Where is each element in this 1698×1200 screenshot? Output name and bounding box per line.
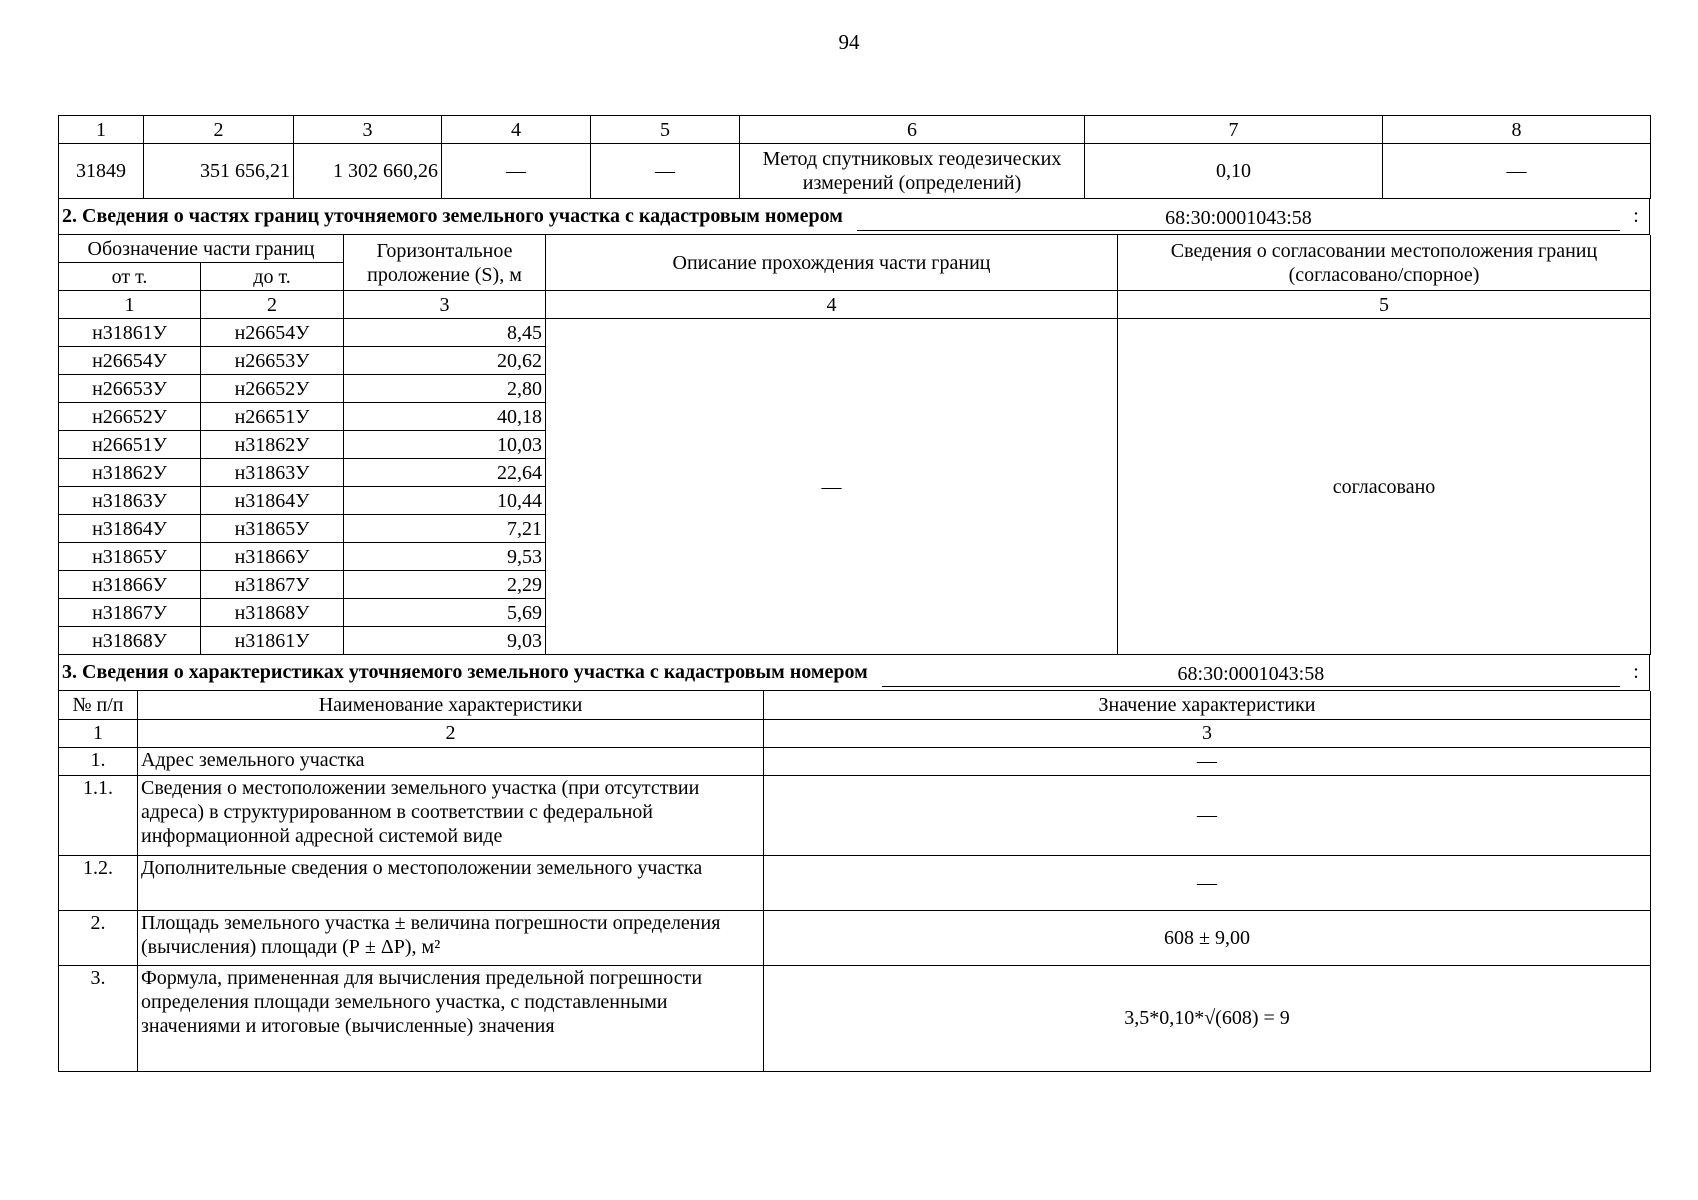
measurement-method: Метод спутниковых геодезических измерений (определений) [740, 144, 1085, 199]
agreement-value: согласовано [1118, 319, 1651, 655]
distance: 8,45 [344, 319, 546, 347]
to-point: н31867У [201, 571, 344, 599]
boundary-parts-table [58, 235, 1651, 655]
description-header: Описание прохождения части границ [546, 235, 1118, 291]
characteristic-name: Дополнительные сведения о местоположении земельного участка [138, 855, 764, 910]
distance: 2,29 [344, 571, 546, 599]
distance: 40,18 [344, 403, 546, 431]
section3-title: 3. Сведения о характеристиках уточняемого земельного участка с кадастровым номером [62, 661, 868, 683]
section2-title: 2. Сведения о частях границ уточняемого земельного участка с кадастровым номером [62, 205, 843, 227]
coordinates-data-row [59, 144, 1651, 199]
col-number: 2 [201, 291, 344, 319]
row-number: 3. [59, 965, 138, 1071]
from-point: н31868У [59, 627, 201, 655]
to-point: н31861У [201, 627, 344, 655]
coord-x: 351 656,21 [144, 144, 294, 199]
part-designation-header: Обозначение части границ [59, 235, 344, 263]
to-point: н26653У [201, 347, 344, 375]
from-point: н31862У [59, 459, 201, 487]
distance: 10,44 [344, 487, 546, 515]
characteristics-header-row [59, 691, 1651, 719]
col-number: 4 [442, 116, 591, 144]
description-value: — [546, 319, 1118, 655]
from-point: н31861У [59, 319, 201, 347]
table-row [59, 965, 1651, 1071]
table-row [59, 747, 1651, 775]
from-point: н26651У [59, 431, 201, 459]
section3-cadastral-number: 68:30:0001043:58 [882, 662, 1620, 687]
from-point: н26652У [59, 403, 201, 431]
page-number: 94 [838, 30, 860, 54]
coord-y: 1 302 660,26 [294, 144, 442, 199]
characteristics-table [58, 691, 1651, 1072]
row-number: 1.2. [59, 855, 138, 910]
coordinates-header-row [59, 116, 1651, 144]
num-header: № п/п [59, 691, 138, 719]
section2-cadastral-number: 68:30:0001043:58 [857, 206, 1620, 231]
col-number: 3 [764, 719, 1651, 747]
row-number: 1. [59, 747, 138, 775]
col-number: 3 [294, 116, 442, 144]
to-point: н31862У [201, 431, 344, 459]
row-number: 2. [59, 910, 138, 965]
to-point: н26651У [201, 403, 344, 431]
from-point: н26653У [59, 375, 201, 403]
col-number: 3 [344, 291, 546, 319]
table-row [59, 855, 1651, 910]
to-point: н31866У [201, 543, 344, 571]
cell-dash: — [1383, 144, 1651, 199]
section3-heading [58, 655, 1650, 691]
distance: 20,62 [344, 347, 546, 375]
to-header: до т. [201, 263, 344, 291]
col-number: 1 [59, 116, 144, 144]
table-row [59, 910, 1651, 965]
value-header: Значение характеристики [764, 691, 1651, 719]
distance: 22,64 [344, 459, 546, 487]
characteristic-value: — [764, 855, 1651, 910]
distance: 5,69 [344, 599, 546, 627]
section2-colon: : [1633, 205, 1639, 227]
from-header: от т. [59, 263, 201, 291]
characteristic-name: Площадь земельного участка ± величина погрешности определения (вычисления) площади (Р ± ΔР), м² [138, 910, 764, 965]
boundary-header-row [59, 235, 1651, 263]
boundary-colnum-row [59, 291, 1651, 319]
col-number: 5 [591, 116, 740, 144]
characteristic-name: Формула, примененная для вычисления предельной погрешности определения площади земельного участка, с подставленными значениями и итоговые (вычисленные) значения [138, 965, 764, 1071]
distance: 10,03 [344, 431, 546, 459]
horizontal-header: Горизонтальное проложение (S), м [344, 235, 546, 291]
col-number: 6 [740, 116, 1085, 144]
from-point: н31866У [59, 571, 201, 599]
from-point: н26654У [59, 347, 201, 375]
characteristic-name: Адрес земельного участка [138, 747, 764, 775]
document-sheet [58, 115, 1650, 1072]
name-header: Наименование характеристики [138, 691, 764, 719]
col-number: 1 [59, 719, 138, 747]
col-number: 2 [144, 116, 294, 144]
section2-heading [58, 199, 1650, 235]
cell-dash: — [442, 144, 591, 199]
point-number: 31849 [59, 144, 144, 199]
accuracy: 0,10 [1085, 144, 1383, 199]
distance: 9,53 [344, 543, 546, 571]
col-number: 1 [59, 291, 201, 319]
table-row [59, 775, 1651, 855]
col-number: 7 [1085, 116, 1383, 144]
col-number: 2 [138, 719, 764, 747]
section3-colon: : [1633, 661, 1639, 683]
to-point: н31865У [201, 515, 344, 543]
from-point: н31863У [59, 487, 201, 515]
col-number: 4 [546, 291, 1118, 319]
table-row [59, 319, 1651, 347]
distance: 9,03 [344, 627, 546, 655]
distance: 7,21 [344, 515, 546, 543]
cell-dash: — [591, 144, 740, 199]
characteristic-value: 608 ± 9,00 [764, 910, 1651, 965]
to-point: н31868У [201, 599, 344, 627]
to-point: н26652У [201, 375, 344, 403]
agreement-header: Сведения о согласовании местоположения границ (согласовано/спорное) [1118, 235, 1651, 291]
characteristic-name: Сведения о местоположении земельного участка (при отсутствии адреса) в структурированном в соответствии с федеральной информационной адресной системой виде [138, 775, 764, 855]
characteristic-value: — [764, 747, 1651, 775]
coordinates-table [58, 115, 1651, 199]
from-point: н31864У [59, 515, 201, 543]
characteristics-colnum-row [59, 719, 1651, 747]
characteristic-value: — [764, 775, 1651, 855]
row-number: 1.1. [59, 775, 138, 855]
to-point: н26654У [201, 319, 344, 347]
col-number: 8 [1383, 116, 1651, 144]
from-point: н31867У [59, 599, 201, 627]
to-point: н31863У [201, 459, 344, 487]
from-point: н31865У [59, 543, 201, 571]
col-number: 5 [1118, 291, 1651, 319]
distance: 2,80 [344, 375, 546, 403]
to-point: н31864У [201, 487, 344, 515]
characteristic-value: 3,5*0,10*√(608) = 9 [764, 965, 1651, 1071]
